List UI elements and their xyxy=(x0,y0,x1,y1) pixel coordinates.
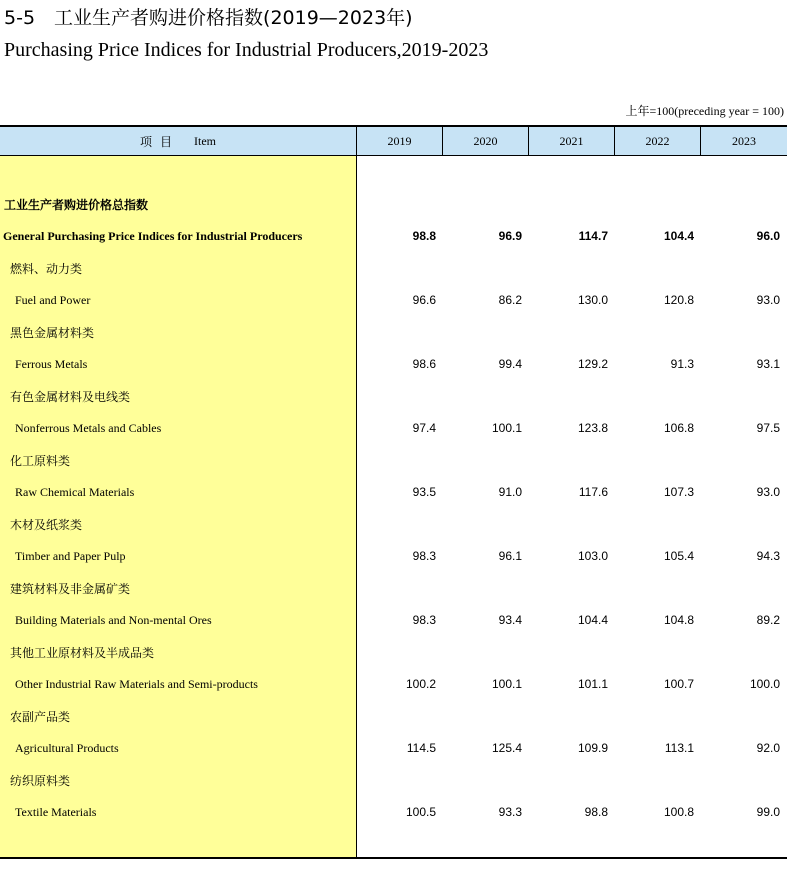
cell-2019: 100.2 xyxy=(405,677,436,691)
table-title-cn: 5-5 工业生产者购进价格指数(2019—2023年) xyxy=(4,7,413,29)
cell-2021: 104.4 xyxy=(577,613,608,627)
cell-2021: 101.1 xyxy=(577,677,608,691)
row-label-en: Agricultural Products xyxy=(15,740,119,755)
cell-2021: 114.7 xyxy=(578,229,608,243)
row-label-en: Building Materials and Non-mental Ores xyxy=(15,612,212,627)
table-header xyxy=(0,125,787,156)
row-label-cn: 燃料、动力类 xyxy=(10,261,83,276)
cell-2023: 93.0 xyxy=(756,293,780,307)
cell-2019: 100.5 xyxy=(405,805,436,819)
table-row-category-cn xyxy=(0,578,787,598)
table-row-total xyxy=(0,226,787,246)
cell-2023: 97.5 xyxy=(756,421,780,435)
table-row-total-cn xyxy=(0,194,787,214)
row-label-en: General Purchasing Price Indices for Industrial Producers xyxy=(3,228,303,243)
cell-2021: 109.9 xyxy=(577,741,608,755)
cell-2019: 97.4 xyxy=(412,421,436,435)
cell-2021: 129.2 xyxy=(577,357,608,371)
table-row-category-cn xyxy=(0,642,787,662)
header-item-cn: 项目 xyxy=(139,134,180,149)
cell-2020: 96.1 xyxy=(498,549,522,563)
row-label-cn: 工业生产者购进价格总指数 xyxy=(4,197,149,212)
table-row xyxy=(0,354,787,374)
row-label-en: Textile Materials xyxy=(15,804,97,819)
cell-2022: 91.3 xyxy=(670,357,694,371)
table-row-category-cn xyxy=(0,322,787,342)
row-label-cn: 建筑材料及非金属矿类 xyxy=(10,581,131,596)
cell-2020: 86.2 xyxy=(498,293,522,307)
unit-note: 上年=100(preceding year = 100) xyxy=(625,104,784,118)
cell-2020: 91.0 xyxy=(498,485,522,499)
cell-2020: 93.3 xyxy=(498,805,522,819)
cell-2019: 98.8 xyxy=(412,229,436,243)
cell-2023: 92.0 xyxy=(756,741,780,755)
cell-2023: 93.0 xyxy=(756,485,780,499)
cell-2022: 100.7 xyxy=(663,677,694,691)
row-label-cn: 纺织原料类 xyxy=(10,773,71,788)
cell-2022: 105.4 xyxy=(663,549,694,563)
cell-2021: 103.0 xyxy=(577,549,608,563)
row-label-cn: 其他工业原材料及半成品类 xyxy=(10,645,155,660)
row-label-en: Fuel and Power xyxy=(15,292,91,307)
cell-2020: 100.1 xyxy=(491,677,522,691)
table-bottom-rule xyxy=(0,857,787,859)
row-label-cn: 有色金属材料及电线类 xyxy=(10,389,131,404)
cell-2019: 96.6 xyxy=(412,293,436,307)
header-year: 2019 xyxy=(357,127,443,155)
cell-2023: 100.0 xyxy=(749,677,780,691)
row-label-cn: 化工原料类 xyxy=(10,453,71,468)
header-year: 2020 xyxy=(443,127,529,155)
table-row-category-cn xyxy=(0,258,787,278)
cell-2019: 98.6 xyxy=(412,357,436,371)
cell-2023: 89.2 xyxy=(756,613,780,627)
cell-2023: 99.0 xyxy=(756,805,780,819)
header-item-en: Item xyxy=(194,133,216,148)
cell-2020: 93.4 xyxy=(498,613,522,627)
cell-2022: 104.4 xyxy=(663,229,694,243)
table-row xyxy=(0,546,787,566)
cell-2022: 107.3 xyxy=(663,485,694,499)
table-row xyxy=(0,802,787,822)
table-row xyxy=(0,610,787,630)
table-row-category-cn xyxy=(0,450,787,470)
cell-2019: 98.3 xyxy=(412,549,436,563)
table-row xyxy=(0,674,787,694)
table-row-category-cn xyxy=(0,706,787,726)
cell-2022: 100.8 xyxy=(663,805,694,819)
cell-2023: 94.3 xyxy=(756,549,780,563)
table-title-en: Purchasing Price Indices for Industrial Producers,2019-2023 xyxy=(4,39,489,61)
header-year: 2021 xyxy=(529,127,615,155)
header-year: 2022 xyxy=(615,127,701,155)
cell-2022: 106.8 xyxy=(663,421,694,435)
cell-2021: 130.0 xyxy=(577,293,608,307)
cell-2021: 98.8 xyxy=(584,805,608,819)
table-row xyxy=(0,482,787,502)
row-label-en: Ferrous Metals xyxy=(15,356,88,371)
cell-2022: 120.8 xyxy=(663,293,694,307)
cell-2022: 113.1 xyxy=(664,741,694,755)
row-label-cn: 农副产品类 xyxy=(10,709,71,724)
table-row xyxy=(0,290,787,310)
cell-2022: 104.8 xyxy=(663,613,694,627)
cell-2021: 123.8 xyxy=(577,421,608,435)
cell-2020: 96.9 xyxy=(498,229,522,243)
table-row-category-cn xyxy=(0,514,787,534)
table-row-category-cn xyxy=(0,770,787,790)
cell-2021: 117.6 xyxy=(578,485,608,499)
row-label-en: Raw Chemical Materials xyxy=(15,484,135,499)
cell-2019: 98.3 xyxy=(412,613,436,627)
row-label-en: Nonferrous Metals and Cables xyxy=(15,420,162,435)
cell-2020: 100.1 xyxy=(491,421,522,435)
cell-2023: 96.0 xyxy=(756,229,780,243)
row-label-cn: 木材及纸浆类 xyxy=(10,517,83,532)
cell-2019: 114.5 xyxy=(406,741,436,755)
row-label-en: Other Industrial Raw Materials and Semi-products xyxy=(15,676,258,691)
row-label-cn: 黑色金属材料类 xyxy=(10,325,95,340)
row-label-en: Timber and Paper Pulp xyxy=(15,548,126,563)
header-item xyxy=(0,127,357,155)
cell-2020: 99.4 xyxy=(498,357,522,371)
table-row xyxy=(0,418,787,438)
header-year: 2023 xyxy=(732,133,756,148)
cell-2023: 93.1 xyxy=(756,357,780,371)
table-row-category-cn xyxy=(0,386,787,406)
cell-2020: 125.4 xyxy=(491,741,522,755)
cell-2019: 93.5 xyxy=(412,485,436,499)
table-row xyxy=(0,738,787,758)
